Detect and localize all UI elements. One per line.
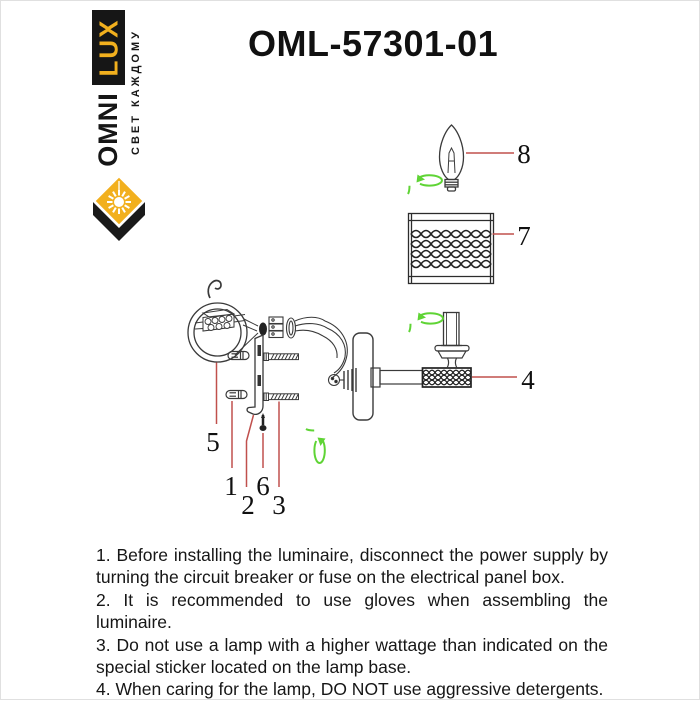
bracket-illustration: [247, 335, 263, 414]
hook-illustration: [208, 281, 221, 298]
part-number-1: 1: [224, 471, 238, 501]
small-screw-illustration: [260, 413, 267, 431]
rotation-icon-socket: [409, 313, 443, 333]
part-number-8: 8: [517, 139, 531, 169]
rotation-icon-arm: [306, 429, 326, 463]
instruction-item-4: 4. When caring for the lamp, DO NOT use aggressive detergents.: [96, 679, 604, 700]
bulb-illustration: [440, 125, 464, 191]
wall-plug-bottom: [226, 391, 247, 399]
part-number-2: 2: [241, 490, 255, 520]
mount-cup-illustration: [188, 303, 258, 362]
brand-tagline-text: СВЕТ КАЖДОМУ: [130, 29, 142, 155]
lamp-body-illustration: [353, 313, 471, 421]
screw-top: [264, 353, 299, 361]
rotation-icon-bulb: [408, 175, 442, 195]
part-number-7: 7: [517, 221, 531, 251]
shade-illustration: [409, 214, 494, 284]
brand-omni-text: OMNI: [93, 91, 123, 167]
safety-instructions: [96, 544, 608, 701]
instruction-item-2: 2. It is recommended to use gloves when assembling the luminaire.: [96, 589, 608, 633]
part-number-6: 6: [256, 471, 270, 501]
part-number-3: 3: [272, 490, 286, 520]
model-title: OML-57301-01: [248, 23, 499, 64]
instruction-item-3: 3. Do not use a lamp with a higher wattage than indicated on the special sticker located on the lamp base.: [96, 634, 608, 677]
part-number-5: 5: [206, 427, 220, 457]
part-number-4: 4: [521, 365, 535, 395]
brand-lux-text: LUX: [93, 18, 123, 77]
screw-bottom: [264, 393, 299, 401]
leader-line-2: [247, 415, 254, 487]
assembly-diagram: [1, 1, 700, 541]
instruction-item-1: 1. Before installing the luminaire, disconnect the power supply by turning the circuit breaker or fuse on the electrical panel box.: [96, 545, 608, 588]
